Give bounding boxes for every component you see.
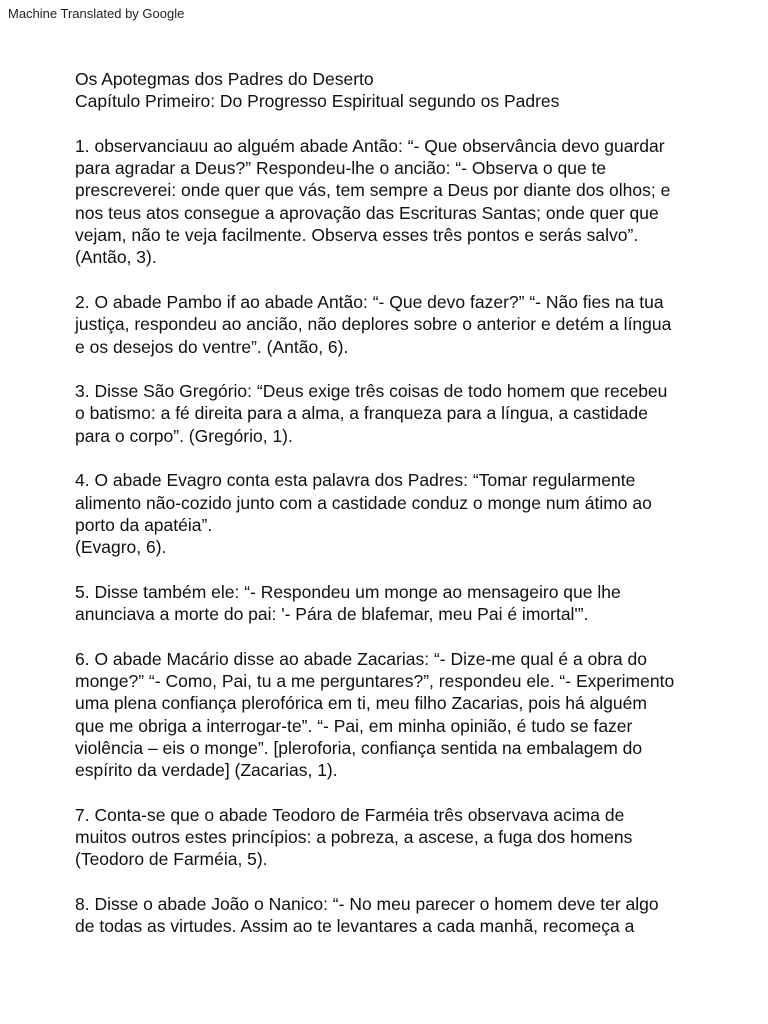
paragraph-line: alimento não-cozido junto com a castidade conduz o monge num átimo ao [75,492,652,513]
paragraph-line: e os desejos do ventre”. (Antão, 6). [75,336,349,357]
document-body [75,68,705,938]
paragraph [75,804,705,871]
paragraph-line: porto da apatéia”. [75,514,213,535]
paragraph-line: para agradar a Deus?” Respondeu-lhe o ancião: “- Observa o que te [75,158,607,179]
paragraph [75,648,705,782]
paragraph-line: uma plena confiança plerofórica em ti, meu filho Zacarias, pois há alguém [75,693,647,714]
paragraph-line: 8. Disse o abade João o Nanico: “- No meu parecer o homem deve ter algo [75,893,659,914]
paragraph [75,135,705,269]
paragraph-line: o batismo: a fé direita para a alma, a franqueza para a língua, a castidade [75,403,648,424]
chapter-title: Capítulo Primeiro: Do Progresso Espiritual segundo os Padres [75,91,560,112]
paragraph-line: monge?” “- Como, Pai, tu a me perguntares?”, respondeu ele. “- Experimento [75,671,675,692]
paragraph-line: 5. Disse também ele: “- Respondeu um monge ao mensageiro que lhe [75,581,621,602]
paragraph-line: violência – eis o monge”. [pleroforia, confiança sentida na embalagem do [75,737,643,758]
machine-translation-banner: Machine Translated by Google [8,6,185,21]
paragraph-line: (Evagro, 6). [75,537,167,558]
paragraph-line: nos teus atos consegue a aprovação das Escrituras Santas; onde quer que [75,202,659,223]
paragraph-line: 6. O abade Macário disse ao abade Zacarias: “- Dize-me qual é a obra do [75,648,647,669]
paragraph [75,469,705,558]
paragraph-line: 4. O abade Evagro conta esta palavra dos Padres: “Tomar regularmente [75,470,636,491]
paragraph-line: vejam, não te veja facilmente. Observa esses três pontos e serás salvo”. [75,225,639,246]
paragraph-line: que me obriga a interrogar-te”. “- Pai, em minha opinião, é tudo se fazer [75,715,633,736]
paragraph-line: (Teodoro de Farméia, 5). [75,849,268,870]
document-title: Os Apotegmas dos Padres do Deserto [75,69,374,89]
paragraph-line: muitos outros estes princípios: a pobreza, a ascese, a fuga dos homens [75,827,633,848]
paragraph-line: para o corpo”. (Gregório, 1). [75,425,293,446]
paragraph-line: 3. Disse São Gregório: “Deus exige três coisas de todo homem que recebeu [75,381,668,402]
paragraph-line: (Antão, 3). [75,247,157,268]
paragraph-line: espírito da verdade] (Zacarias, 1). [75,760,338,781]
paragraph [75,380,705,447]
paragraph [75,893,705,938]
paragraph [75,581,705,626]
paragraph-line: prescreverei: onde quer que vás, tem sempre a Deus por diante dos olhos; e [75,180,671,201]
paragraph-line: justiça, respondeu ao ancião, não deplores sobre o anterior e detém a língua [75,314,672,335]
paragraph-line: 1. observanciauu ao alguém abade Antão: “- Que observância devo guardar [75,135,665,156]
paragraph-list [75,135,705,938]
paragraph-line: 2. O abade Pambo if ao abade Antão: “- Que devo fazer?” “- Não fies na tua [75,291,664,312]
paragraph [75,291,705,358]
paragraph-line: anunciava a morte do pai: '- Pára de blafemar, meu Pai é imortal'”. [75,604,589,625]
paragraph-line: de todas as virtudes. Assim ao te levantares a cada manhã, recomeça a [75,916,635,937]
paragraph-line: 7. Conta-se que o abade Teodoro de Farméia três observava acima de [75,804,625,825]
